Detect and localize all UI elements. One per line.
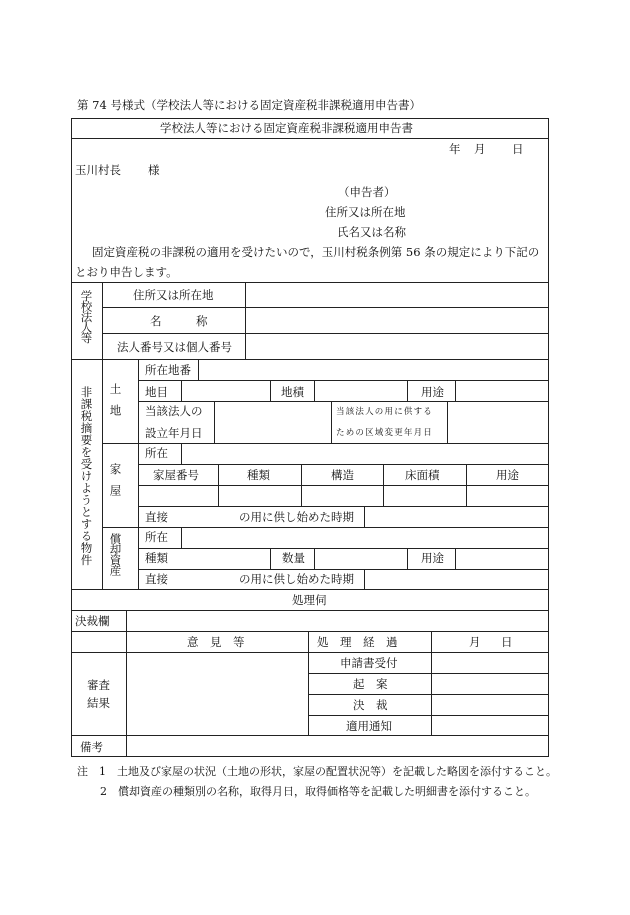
land-area-label: 地積 (281, 385, 304, 399)
house-col-floor-area: 床面積 (405, 468, 440, 482)
land-change-line1: 当該法人の用に供する (336, 407, 434, 417)
date-year-label: 年 (449, 142, 461, 156)
addressee-honorific: 様 (148, 163, 160, 177)
depreciable-quantity-label: 数量 (282, 551, 305, 565)
body-text-line1: 固定資産税の非課税の適用を受けたいので，玉川村税条例第 56 条の規定により下記の (92, 245, 540, 259)
applicant-label: （申告者） (338, 185, 396, 199)
house-col-number: 家屋番号 (153, 468, 199, 482)
house-col-usage: 用途 (496, 468, 519, 482)
corporation-address-label: 住所又は所在地 (133, 288, 214, 302)
corporation-name-label: 名 称 (150, 314, 208, 328)
depreciable-location-label: 所在 (145, 530, 168, 544)
process-step-notification: 適用通知 (346, 719, 392, 733)
review-label-line1: 審査 (87, 678, 110, 692)
addressee: 玉川村長 (75, 163, 121, 177)
applicant-name-label: 氏名又は名称 (337, 225, 406, 239)
house-col-structure: 構造 (331, 468, 354, 482)
process-day-header: 日 (501, 635, 513, 649)
opinion-header: 意 見 等 (187, 635, 245, 649)
depreciable-since-label: の用に供し始めた時期 (239, 572, 354, 586)
land-establishment-line2: 設立年月日 (145, 426, 203, 440)
house-col-type: 種類 (247, 468, 270, 482)
house-direct-label: 直接 (145, 510, 168, 524)
land-change-line2: ための区域変更年月日 (336, 428, 434, 438)
note-1: 注 1 土地及び家屋の状況（土地の形状，家屋の配置状況等）を記載した略図を添付すること。 (77, 765, 557, 778)
house-location-label: 所在 (145, 446, 168, 460)
depreciable-type-label: 種類 (145, 551, 168, 565)
corporation-number-label: 法人番号又は個人番号 (117, 340, 232, 354)
land-category-label: 地目 (145, 385, 168, 399)
remarks-label: 備考 (80, 740, 103, 754)
note-2: 2 償却資産の種類別の名称，取得月日，取得価格等を記載した明細書を添付すること。 (100, 785, 536, 798)
applicant-address-label: 住所又は所在地 (325, 205, 406, 219)
process-step-receipt: 申請書受付 (340, 656, 398, 670)
body-text-line2: とおり申告します。 (75, 265, 178, 279)
land-location-label: 所在地番 (145, 363, 191, 377)
process-step-approval: 決 裁 (353, 698, 388, 712)
date-day-label: 日 (512, 142, 524, 156)
land-establishment-line1: 当該法人の (145, 404, 203, 418)
depreciable-direct-label: 直接 (145, 572, 168, 586)
decision-label: 決裁欄 (75, 614, 110, 628)
review-label-line2: 結果 (87, 696, 110, 710)
property-section-label: 非課税摘要を受けようとする物件 (79, 386, 94, 566)
process-month-header: 月 (469, 635, 481, 649)
process-step-draft: 起 案 (353, 677, 388, 691)
form-title: 学校法人等における固定資産税非課税適用申告書 (160, 121, 413, 135)
form-number: 第 74 号様式（学校法人等における固定資産税非課税適用申告書） (77, 98, 421, 112)
house-label: 家屋 (108, 463, 123, 506)
depreciable-usage-label: 用途 (421, 551, 444, 565)
date-month-label: 月 (474, 142, 486, 156)
depreciable-label: 償却資産 (108, 533, 123, 575)
land-usage-label: 用途 (421, 385, 444, 399)
house-since-label: の用に供し始めた時期 (239, 510, 354, 524)
corporation-section-label: 学校法人等 (79, 290, 94, 343)
process-header: 処 理 経 過 (317, 635, 398, 649)
land-label: 土地 (108, 383, 123, 426)
processing-title: 処理伺 (292, 593, 327, 607)
